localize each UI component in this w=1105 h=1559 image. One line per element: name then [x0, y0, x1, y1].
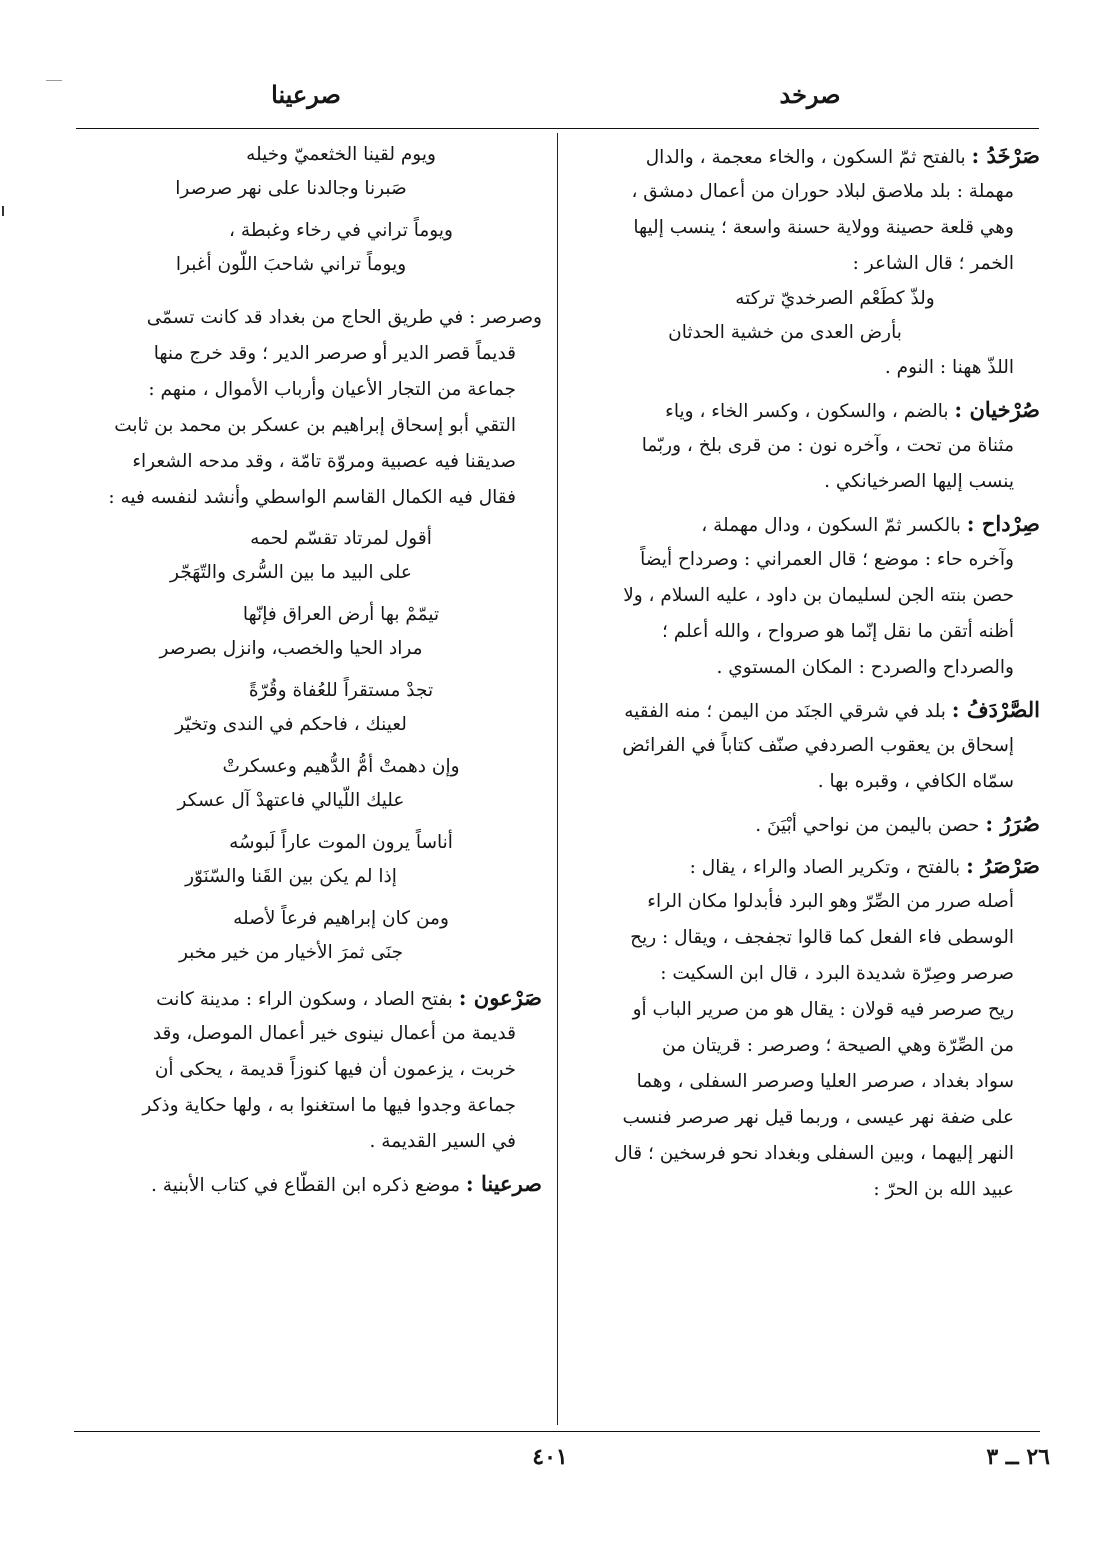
verse-hemistich: ومن كان إبراهيم فرعاً لأصله — [233, 908, 449, 929]
entry-line — [570, 692, 1040, 728]
entry-line: النهر إليهما ، وبين السفلى وبغداد نحو فرسخين ؛ قال — [614, 1143, 1014, 1164]
entry-lemma: صُرَرُ : — [985, 811, 1040, 836]
entry-sarawn — [80, 980, 542, 1160]
entry-lemma: صَرْعون : — [458, 985, 542, 1010]
verse-hemistich: ويوم لقينا الخثعميّ وخيله — [246, 144, 436, 165]
entry-line: الخمر ؛ قال الشاعر : — [852, 253, 1014, 274]
verse-hemistich: أناساً يرون الموت عاراً لَبوسُه — [229, 832, 453, 853]
entry-sardaf — [570, 692, 1040, 800]
entry-line: إسحاق بن يعقوب الصردفي صنّف كتاباً في الفرائض — [622, 735, 1014, 756]
entry-line: سواد بغداد ، صرصر العليا وصرصر السفلى ، وهما — [636, 1071, 1014, 1092]
verse-hemistich: تجدْ مستقراً للعُفاة وقُرّةً — [248, 680, 434, 701]
entry-text: بفتح الصاد ، وسكون الراء : مدينة كانت — [156, 989, 459, 1010]
footer-rule — [74, 1431, 1040, 1432]
entry-text: بالضم ، والسكون ، وكسر الخاء ، وياء — [665, 401, 955, 422]
entry-line: وصرصر : في طريق الحاج من بغداد قد كانت تسمّى — [146, 307, 542, 328]
entry-line — [80, 980, 542, 1016]
entry-surkhiyan — [570, 392, 1040, 500]
verse-hemistich: أقول لمرتاد تقسّم لحمه — [250, 528, 432, 549]
verses-sarsar — [80, 138, 542, 282]
entry-line: الوسطى فاء الفعل كما قالوا تجفجف ، ويقال : ريح — [630, 927, 1014, 948]
entry-line: قديماً قصر الدير أو صرصر الدير ؛ وقد خرج منها — [153, 343, 516, 364]
verse-hemistich: ولذّ كطَعْم الصرخديّ تركته — [735, 288, 935, 309]
verse-hemistich: صَبرنا وجالدنا على نهر صرصرا — [175, 178, 407, 199]
entry-line: أصله صرر من الصِّرّ وهو البرد فأبدلوا مكان الراء — [647, 891, 1014, 912]
entry-line — [570, 392, 1040, 428]
entry-line: في السير القديمة . — [369, 1131, 516, 1152]
entry-lemma: صَرْصَرُ : — [966, 853, 1040, 878]
entry-sarina — [80, 1166, 542, 1202]
verse-hemistich: لعينك ، فاحكم في الندى وتخيّر — [175, 714, 407, 735]
signature-mark: ٢٦ ــ ٣ — [986, 1444, 1050, 1470]
entry-line: على ضفة نهر عيسى ، وربما قيل نهر صرصر فنسب — [622, 1107, 1014, 1128]
entry-line: جماعة وجدوا فيها ما استغنوا به ، ولها حكاية وذكر — [142, 1095, 516, 1116]
entry-line: أظنه أتقن ما نقل إنّما هو صرواح ، والله أعلم ؛ — [661, 621, 1014, 642]
entry-line: وهي قلعة حصينة وولاية حسنة واسعة ؛ ينسب إليها — [633, 217, 1014, 238]
entry-text: بالفتح ، وتكرير الصاد والراء ، يقال : — [689, 857, 967, 878]
verse-hemistich: جنَى ثمرَ الأخيار من خير مخبر — [178, 942, 404, 963]
verse-hemistich: وإن دهمتْ أمُّ الدُّهيم وعسكرتْ — [222, 756, 460, 777]
entry-text: حصن باليمن من نواحي أبْيَنَ . — [755, 815, 986, 836]
entry-sarsar — [570, 848, 1040, 1208]
verse-hemistich: على البيد ما بين السُّرى والتّهَجّر — [170, 562, 412, 583]
entry-line: فقال فيه الكمال القاسم الواسطي وأنشد لنفسه فيه : — [108, 487, 516, 508]
verse-hemistich: مراد الحيا والخصب، وانزل بصرصر — [159, 638, 423, 659]
entry-lemma: صَرْخَدُ : — [971, 143, 1040, 168]
entry-line: خربت ، يزعمون أن فيها كنوزاً قديمة ، يحكى أن — [154, 1059, 516, 1080]
entry-line — [80, 1166, 542, 1202]
edge-mark — [2, 206, 4, 216]
entry-line: قديمة من أعمال نينوى خير أعمال الموصل، وقد — [152, 1023, 516, 1044]
entry-line: ريح صرصر فيه قولان : يقال هو من صرير الباب أو — [632, 999, 1014, 1020]
verse-hemistich: ويوماً تراني شاحبَ اللّون أغبرا — [175, 254, 407, 275]
verse-hemistich: عليك اللّيالي فاعتهدْ آل عسكر — [177, 790, 405, 811]
entry-text: موضع ذكره ابن القطّاع في كتاب الأبنية . — [151, 1175, 466, 1196]
entry-lemma: صُرْخيان : — [954, 397, 1040, 422]
right-column — [570, 138, 1040, 1208]
entry-line: والصرداح والصردح : المكان المستوي . — [716, 657, 1014, 678]
entry-lemma: صِرْداح : — [966, 511, 1040, 536]
poem-kamal — [80, 522, 542, 970]
entry-line: التقي أبو إسحاق إبراهيم بن عسكر بن محمد بن ثابت — [114, 415, 516, 436]
entry-text: بالفتح ثمّ السكون ، والخاء معجمة ، والدال — [645, 147, 972, 168]
entry-line: مثناة من تحت ، وآخره نون : من قرى بلخ ، وربّما — [641, 435, 1014, 456]
entry-line: ينسب إليها الصرخيانكي . — [824, 471, 1014, 492]
verse-hemistich: تيمّمْ بها أرض العراق فإنّها — [242, 604, 440, 625]
entry-sarkhad — [570, 138, 1040, 386]
entry-sirdah — [570, 506, 1040, 686]
running-head-left: صرعينا — [271, 80, 341, 109]
entry-line: مهملة : بلد ملاصق لبلاد حوران من أعمال دمشق ، — [631, 181, 1014, 202]
verse-hemistich: بأرض العدى من خشية الحدثان — [668, 322, 902, 343]
entry-line: صديقنا فيه عصبية ومروّة تامّة ، وقد مدحه الشعراء — [132, 451, 516, 472]
entry-line — [570, 138, 1040, 174]
entry-sarsar-dayr — [80, 300, 542, 516]
entry-line — [570, 848, 1040, 884]
verse-hemistich: إذا لم يكن بين القَنا والسّنَوّر — [185, 866, 397, 887]
entry-line: اللذّ ههنا : النوم . — [884, 357, 1014, 378]
entry-line: جماعة من التجار الأعيان وأرباب الأموال ، منهم : — [148, 379, 516, 400]
entry-line: حصن بنته الجن لسليمان بن داود ، عليه السلام ، ولا — [623, 585, 1014, 606]
entry-line: وآخره حاء : موضع ؛ قال العمراني : وصرداح أيضاً — [640, 549, 1014, 570]
column-divider — [557, 133, 558, 1425]
entry-surar — [570, 806, 1040, 842]
left-column — [80, 138, 542, 1202]
running-head-right: صرخد — [779, 80, 841, 109]
entry-line: من الصِّرّة وهي الصيحة ؛ وصرصر : قريتان من — [661, 1035, 1014, 1056]
entry-text: بلد في شرقي الجنَد من اليمن ؛ منه الفقيه — [624, 701, 952, 722]
header-rule — [76, 128, 1039, 129]
entry-line — [570, 806, 1040, 842]
entry-lemma: صرعينا : — [465, 1171, 542, 1196]
entry-line — [570, 506, 1040, 542]
verse-hemistich: ويوماً تراني في رخاء وغبطة ، — [229, 220, 453, 241]
page-number: ٤٠١ — [532, 1444, 568, 1470]
entry-line: صرصر وصِرّة شديدة البرد ، قال ابن السكيت : — [660, 963, 1014, 984]
entry-lemma: الصَّرْدَفُ : — [951, 697, 1040, 722]
margin-mark — [46, 80, 62, 81]
entry-line: سمّاه الكافي ، وقبره بها . — [817, 771, 1014, 792]
entry-text: بالكسر ثمّ السكون ، ودال مهملة ، — [701, 515, 967, 536]
entry-line: عبيد الله بن الحرّ : — [873, 1179, 1014, 1200]
